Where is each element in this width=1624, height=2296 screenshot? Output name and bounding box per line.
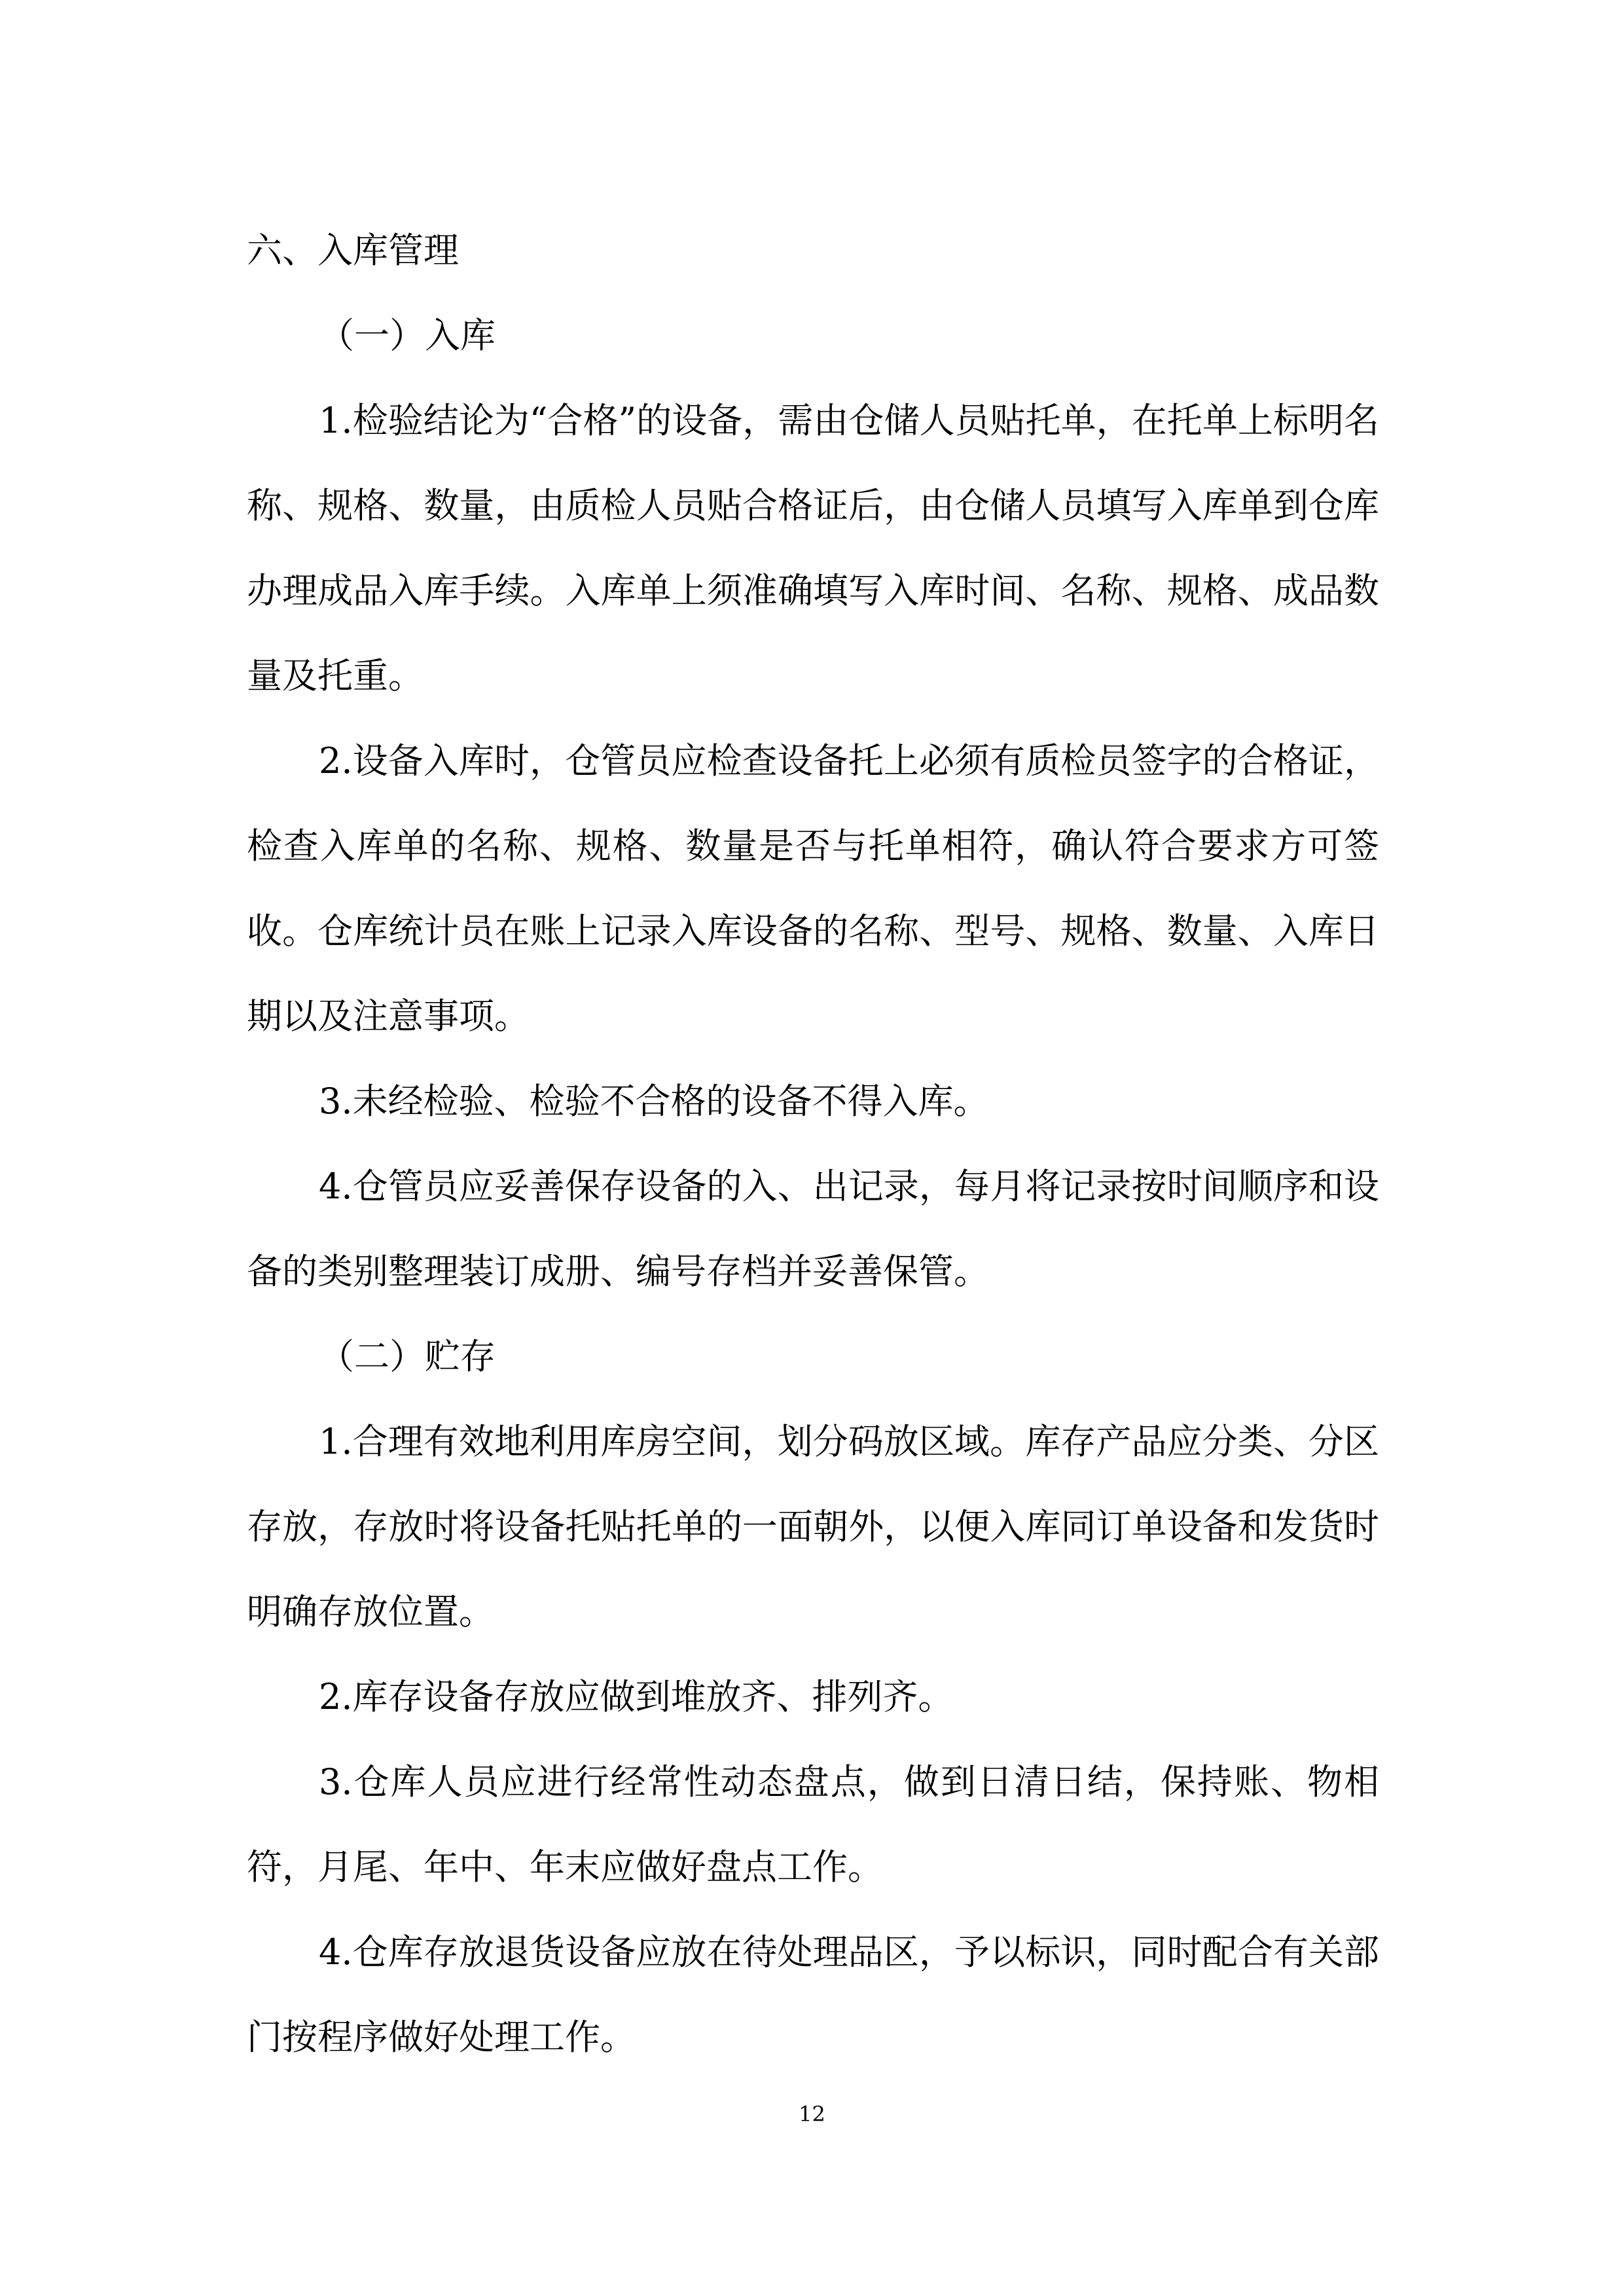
paragraph-warehousing-1: 1.检验结论为“合格”的设备，需由仓储人员贴托单，在托单上标明名称、规格、数量，由质检人员贴合格证后，由仓储人员填写入库单到仓库办理成品入库手续。入库单上须准确填写入库时间、名称、规格、成品数量及托重。 xyxy=(247,400,1379,696)
paragraph-storage-3: 3.仓库人员应进行经常性动态盘点，做到日清日结，保持账、物相符，月尾、年中、年末应做好盘点工作。 xyxy=(247,1761,1379,1888)
subsection-title-storage: （二）贮存 xyxy=(319,1336,496,1377)
section-title: 六、入库管理 xyxy=(247,230,459,271)
paragraph-storage-4: 4.仓库存放退货设备应放在待处理品区，予以标识，同时配合有关部门按程序做好处理工作。 xyxy=(247,1931,1379,2058)
paragraph-storage-1: 1.合理有效地利用库房空间，划分码放区域。库存产品应分类、分区存放，存放时将设备托贴托单的一面朝外，以便入库同订单设备和发货时明确存放位置。 xyxy=(247,1421,1379,1632)
page-number: 12 xyxy=(799,2102,825,2126)
paragraph-warehousing-4: 4.仓管员应妥善保存设备的入、出记录，每月将记录按时间顺序和设备的类别整理装订成册、编号存档并妥善保管。 xyxy=(247,1166,1379,1292)
paragraph-warehousing-3: 3.未经检验、检验不合格的设备不得入库。 xyxy=(319,1081,989,1122)
subsection-title-warehousing: （一）入库 xyxy=(319,315,496,356)
paragraph-warehousing-2: 2.设备入库时，仓管员应检查设备托上必须有质检员签字的合格证，检查入库单的名称、规格、数量是否与托单相符，确认符合要求方可签收。仓库统计员在账上记录入库设备的名称、型号、规格、数量、入库日期以及注意事项。 xyxy=(247,740,1379,1037)
document-body xyxy=(247,208,1379,2080)
paragraph-storage-2: 2.库存设备存放应做到堆放齐、排列齐。 xyxy=(319,1676,954,1717)
